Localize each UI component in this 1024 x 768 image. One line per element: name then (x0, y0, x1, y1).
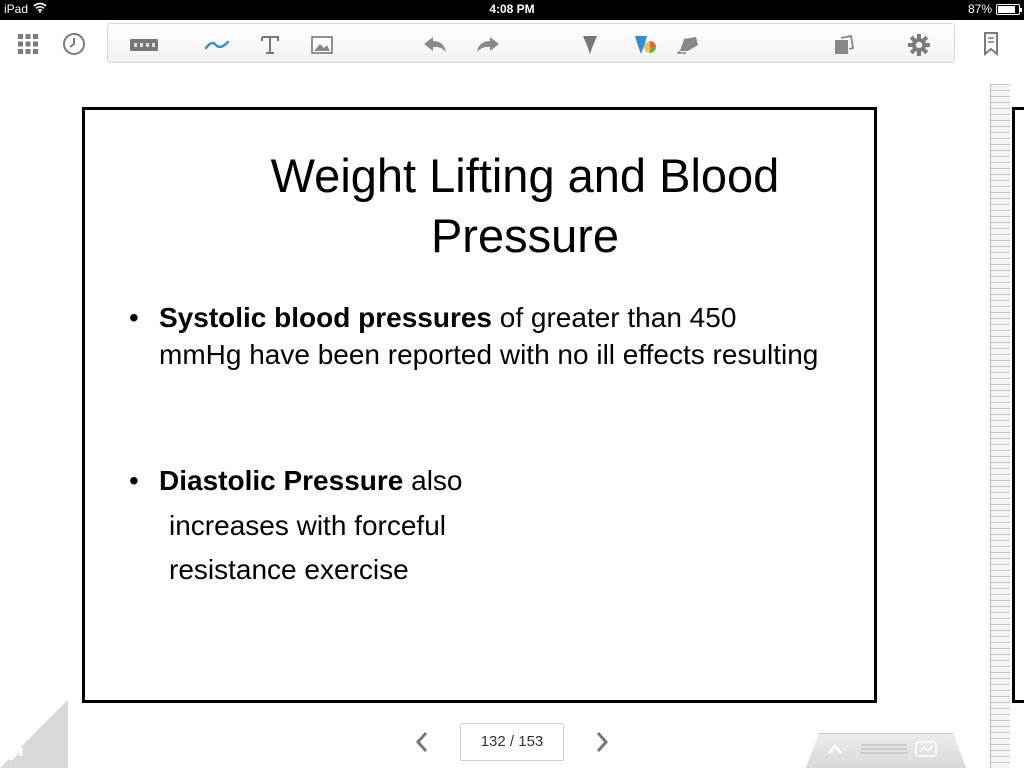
bullet-bold-text: Diastolic Pressure (159, 465, 404, 496)
status-time: 4:08 PM (489, 2, 535, 16)
color-picker-icon[interactable] (632, 32, 660, 58)
slide-title: Weight Lifting and Blood Pressure (270, 149, 780, 262)
bookmark-icon[interactable] (977, 30, 1005, 58)
bullet-marker: • (129, 302, 139, 333)
toolbar (107, 23, 955, 63)
bullet-marker: • (129, 465, 139, 496)
export-icon[interactable] (830, 32, 858, 58)
device-label: iPad (4, 2, 29, 16)
grid-icon[interactable] (14, 30, 42, 58)
ruler-tool-icon[interactable] (128, 32, 160, 58)
battery-tip (1020, 8, 1022, 12)
chevron-up-icon (827, 743, 843, 755)
undo-icon[interactable] (421, 32, 449, 58)
bullet-text: also (403, 465, 463, 496)
drag-handle-icon (861, 744, 907, 754)
redo-icon[interactable] (474, 32, 502, 58)
arrow-up-right-icon (6, 744, 26, 764)
highlighter-icon[interactable] (576, 32, 604, 58)
previous-page-button[interactable] (410, 728, 434, 756)
page-number-label: 132 / 153 (480, 733, 544, 750)
slide-page[interactable] (82, 107, 877, 703)
chevron-right-icon (595, 731, 609, 753)
bullet-text: of greater than 450 mmHg have been reported with no ill effects resulting (159, 302, 819, 370)
next-slide-peek[interactable] (1012, 107, 1024, 703)
bullet-continuation-line: resistance exercise (169, 554, 409, 585)
pen-icon[interactable] (203, 32, 231, 58)
bullet-item (129, 299, 819, 373)
page-indicator[interactable] (460, 723, 564, 761)
battery-icon (996, 4, 1020, 15)
history-icon[interactable] (60, 30, 88, 58)
bottom-drawer-tab[interactable] (806, 733, 966, 768)
page-scroll-ruler[interactable] (990, 84, 1010, 768)
bullet-item (129, 462, 819, 499)
next-page-button[interactable] (590, 728, 614, 756)
chevron-left-icon (415, 731, 429, 753)
image-icon[interactable] (308, 32, 336, 58)
text-tool-icon[interactable] (256, 32, 284, 58)
bullet-continuation-line: increases with forceful (169, 510, 447, 541)
toolbar-area (0, 20, 1024, 70)
page-curl-corner[interactable] (0, 700, 68, 768)
eraser-icon[interactable] (674, 32, 702, 58)
battery-fill (998, 6, 1015, 13)
bullet-bold-text: Systolic blood pressures (159, 302, 492, 333)
status-bar (0, 0, 1024, 20)
battery-percent: 87% (967, 2, 992, 16)
settings-icon[interactable] (905, 32, 933, 58)
pen-stroke-icon (915, 741, 937, 757)
